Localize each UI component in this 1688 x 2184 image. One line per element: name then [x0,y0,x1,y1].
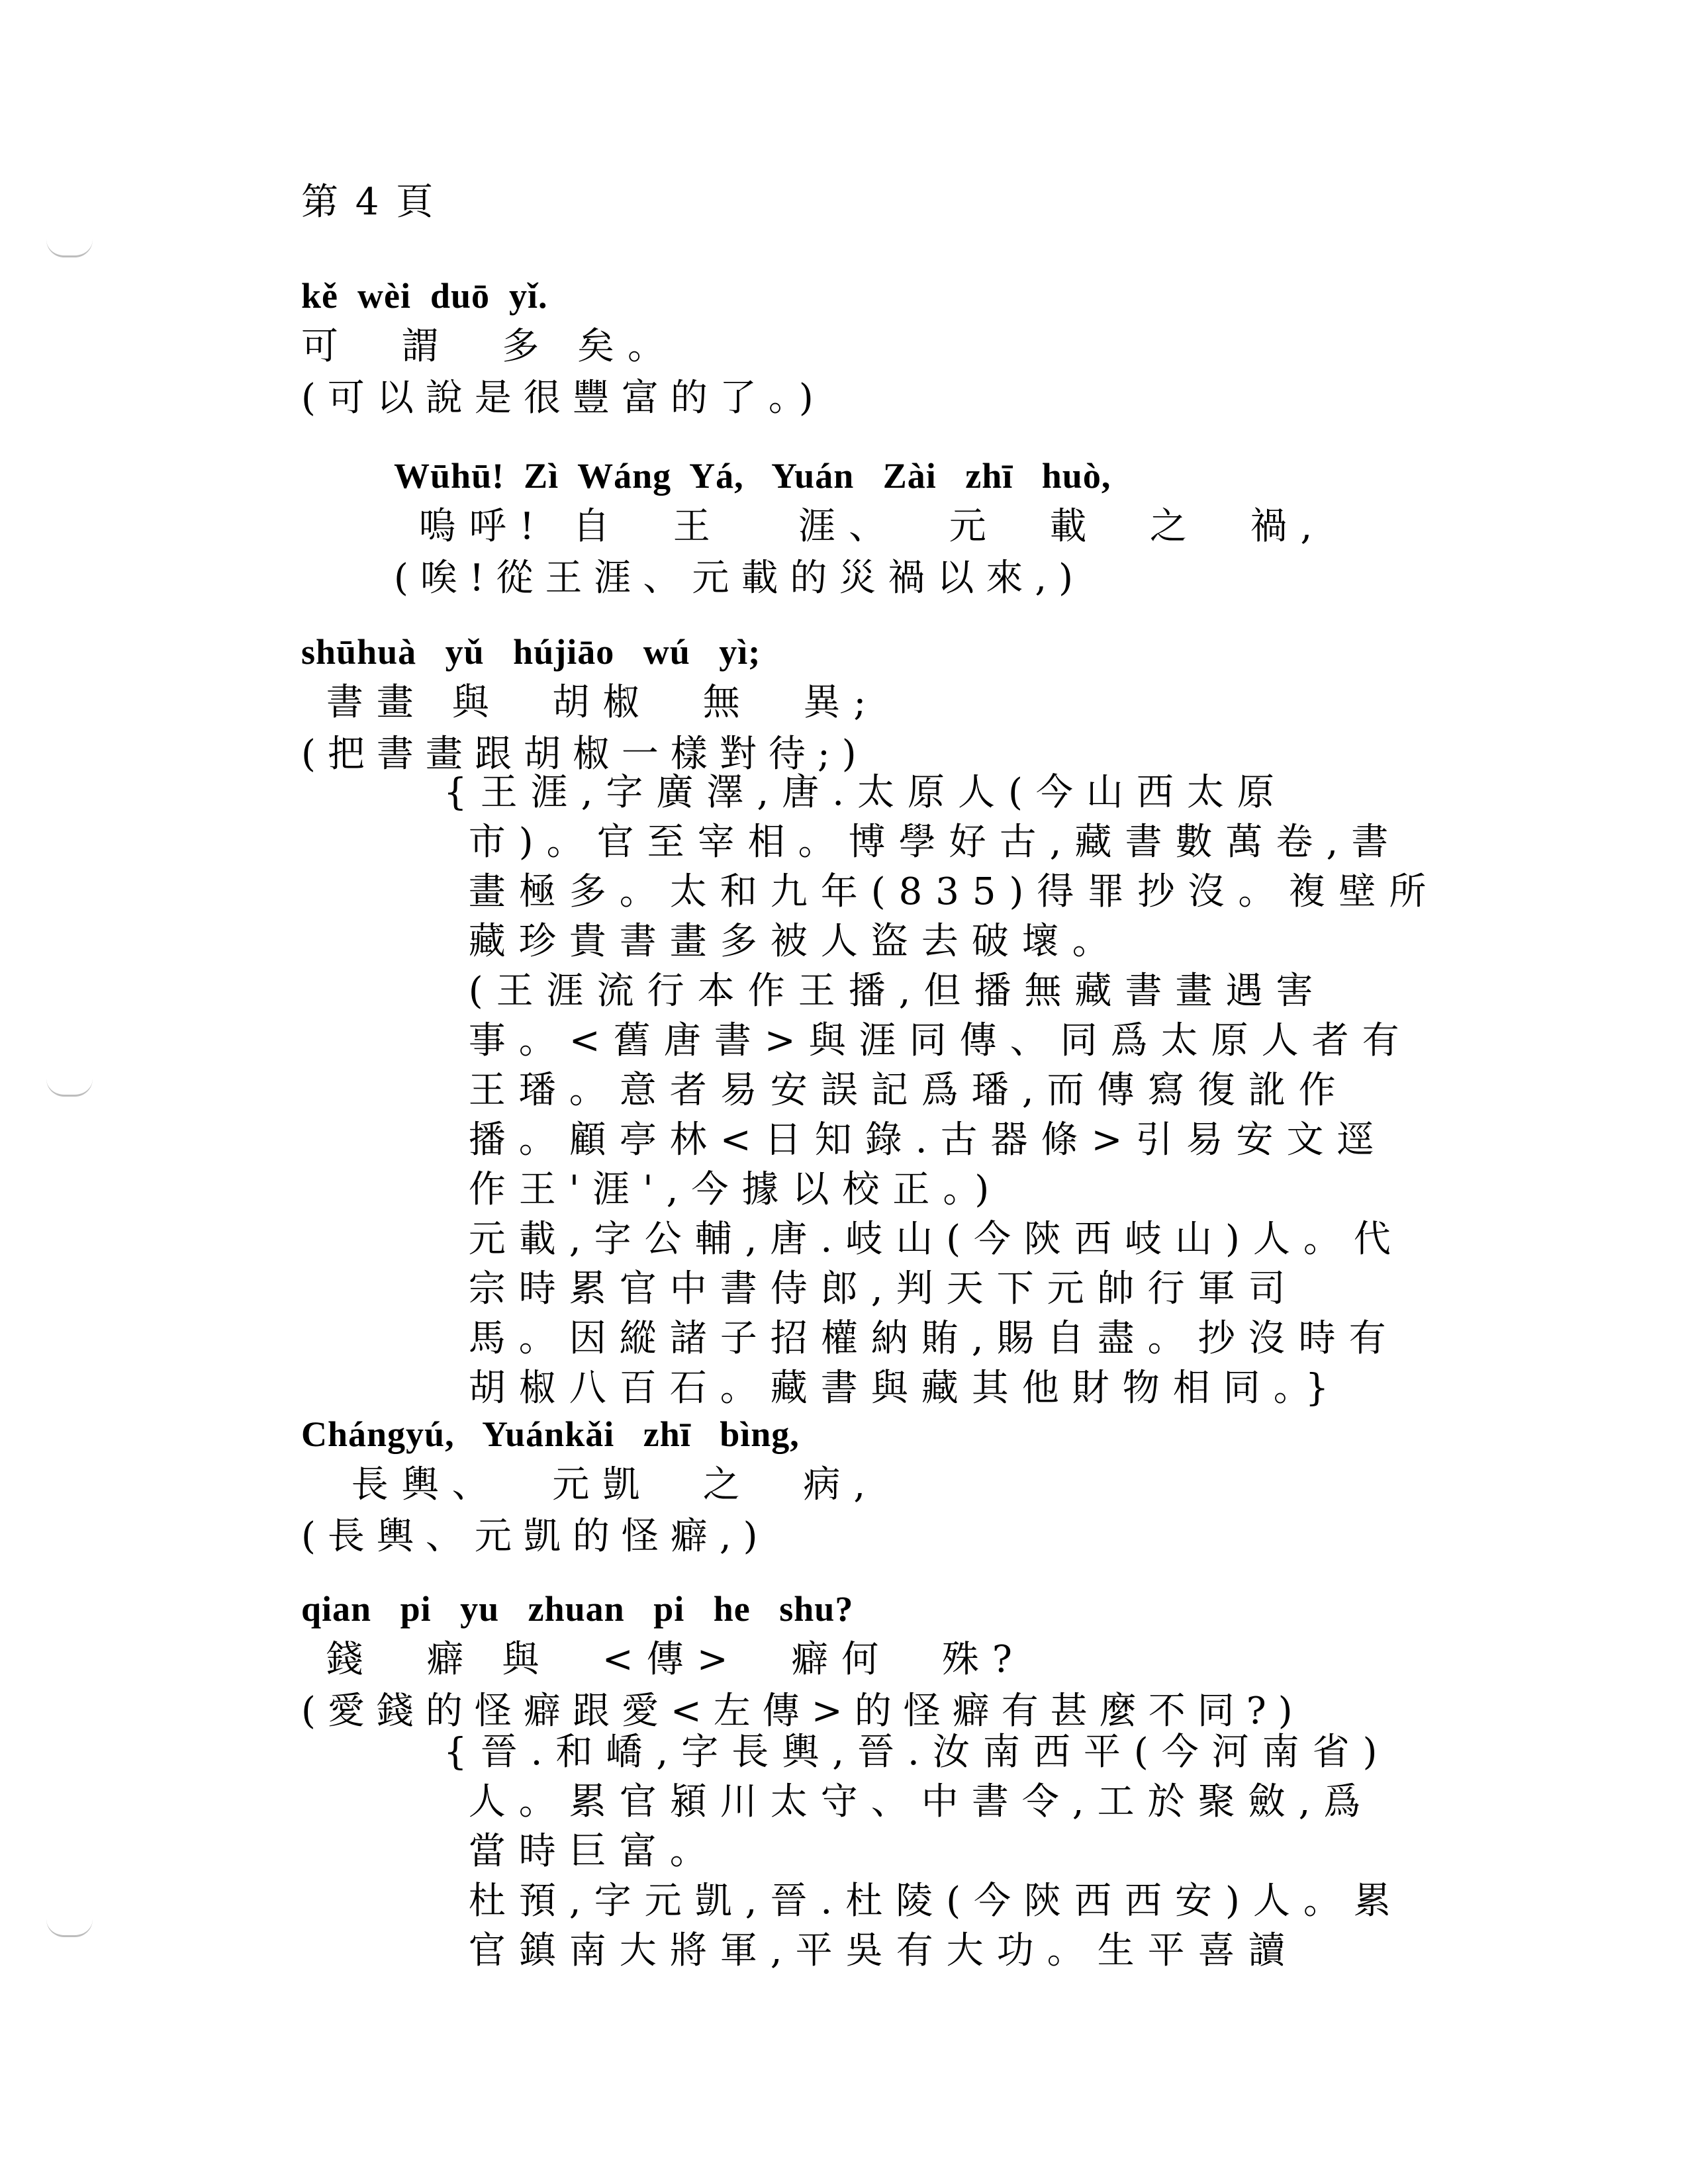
pinyin-line: kě wèi duō yǐ. [301,276,548,316]
binder-hole-mark-top [46,240,93,257]
annotation-line: 播。顧亭林<日知錄.古器條>引易安文逕 [444,1118,1387,1161]
annotation-line: 元載,字公輔,唐.岐山(今陝西岐山)人。代 [444,1218,1404,1261]
chinese-line: 書畫 與 胡椒 無 異; [301,681,880,724]
chinese-line: 可 謂 多 矣。 [301,325,679,368]
annotation-block-2 [444,1727,1635,1976]
annotation-line: 官鎮南大將軍,平吳有大功。生平喜讀 [444,1929,1299,1972]
annotation-line: 馬。因縱諸子招權納賄,賜自盡。抄沒時有 [444,1317,1399,1360]
binder-hole-mark-middle [46,1079,93,1097]
translation-line: (愛錢的怪癖跟愛<左傳>的怪癖有甚麼不同?) [301,1690,1305,1733]
page-number: 第 4 頁 [301,181,436,224]
pinyin-line: shūhuà yǔ hújiāo wú yì; [301,632,761,672]
verse-section-5 [301,1589,1559,1733]
pinyin-line: Wūhū! Zì Wáng Yá, Yuán Zài zhī huò, [394,456,1111,496]
translation-line: (長輿、元凱的怪癖,) [301,1515,770,1558]
pinyin-line: Chángyú, Yuánkǎi zhī bìng, [301,1414,800,1454]
annotation-line: 作王'涯',今據以校正。) [444,1168,1003,1211]
chinese-line: 嗚呼! 自 王 涯、 元 載 之 禍, [394,505,1326,548]
annotation-line: 宗時累官中書侍郎,判天下元帥行軍司 [444,1267,1299,1310]
verse-section-3 [301,632,1559,776]
annotation-line: 事。<舊唐書>與涯同傳、同爲太原人者有 [444,1019,1413,1062]
annotation-line: 藏珍貴書畫多被人盜去破壞。 [444,920,1123,963]
annotation-line: 畫極多。太和九年(835)得罪抄沒。複壁所 [444,870,1440,913]
annotation-line: {晉.和嶠,字長輿,晉.汝南西平(今河南省) [444,1731,1391,1774]
verse-section-2 [394,456,1652,600]
chinese-line: 錢 癖 與 <傳> 癖何 殊? [301,1638,1025,1681]
verse-section-1 [301,276,1559,420]
verse-section-4 [301,1414,1559,1558]
annotation-line: 市)。官至宰相。博學好古,藏書數萬卷,書 [444,821,1402,864]
translation-line: (把書畫跟胡椒一樣對待;) [301,733,868,776]
annotation-line: 人。累官潁川太守、中書令,工於聚斂,爲 [444,1780,1374,1823]
annotation-line: 杜預,字元凱,晉.杜陵(今陝西西安)人。累 [444,1880,1404,1923]
translation-line: (唉!從王涯、元載的災禍以來,) [394,557,1085,600]
binder-hole-mark-bottom [46,1919,93,1937]
annotation-line: {王涯,字廣澤,唐.太原人(今山西太原 [444,771,1288,814]
pinyin-line: qian pi yu zhuan pi he shu? [301,1589,854,1629]
annotation-line: 胡椒八百石。藏書與藏其他財物相同。} [444,1367,1342,1410]
annotation-block-1 [444,768,1635,1413]
annotation-line: 當時巨富。 [444,1830,720,1873]
annotation-line: 王璠。意者易安誤記爲璠,而傳寫復訛作 [444,1069,1349,1112]
translation-line: (可以說是很豐富的了。) [301,377,825,420]
annotation-line: (王涯流行本作王播,但播無藏書畫遇害 [444,970,1327,1013]
chinese-line: 長輿、 元凱 之 病, [301,1463,879,1506]
